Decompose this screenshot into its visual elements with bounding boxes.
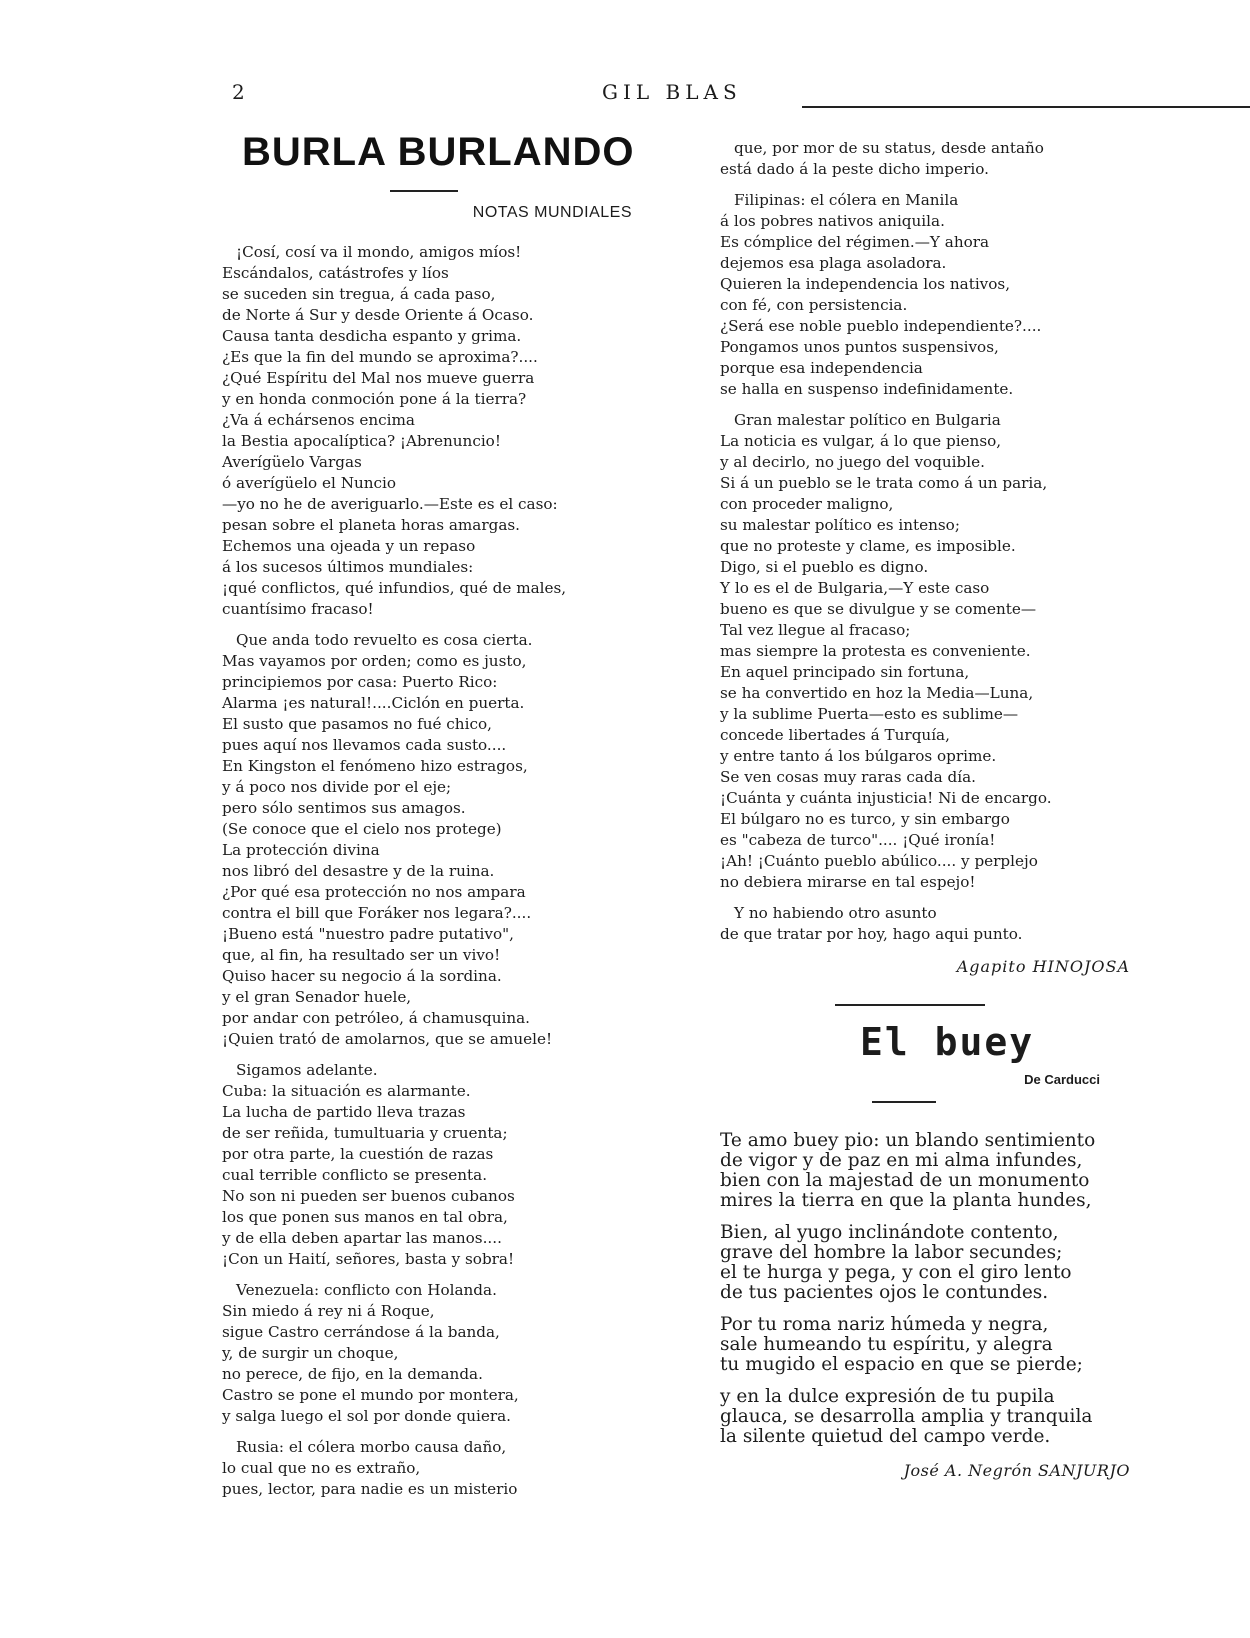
poem-line: mires la tierra en que la planta hundes, [720, 1190, 1092, 1211]
poem-line: glauca, se desarrolla amplia y tranquila [720, 1406, 1093, 1427]
poem-line: Filipinas: el cólera en Manila [734, 191, 959, 209]
poem-line: pesan sobre el planeta horas amargas. [222, 516, 520, 534]
poem-line: pero sólo sentimos sus amagos. [222, 799, 466, 817]
poem-line: el te hurga y pega, y con el giro lento [720, 1262, 1072, 1283]
poem-line: Alarma ¡es natural!....Ciclón en puerta. [222, 694, 525, 712]
poem-line: ¿Qué Espíritu del Mal nos mueve guerra [222, 369, 535, 387]
poem-line: la silente quietud del campo verde. [720, 1426, 1051, 1447]
poem-line: y entre tanto á los búlgaros oprime. [720, 747, 997, 765]
stanza [720, 410, 1130, 893]
poem-line: La lucha de partido lleva trazas [222, 1103, 466, 1121]
poem-line: cuantísimo fracaso! [222, 600, 374, 618]
poem-line: Que anda todo revuelto es cosa cierta. [236, 631, 533, 649]
poem-line: ¿Es que la fin del mundo se aproxima?.... [222, 348, 538, 366]
poem-line: Echemos una ojeada y un repaso [222, 537, 476, 555]
poem-line: ¡Bueno está "nuestro padre putativo", [222, 925, 514, 943]
poem-line: Por tu roma nariz húmeda y negra, [720, 1314, 1049, 1335]
poem-line: Tal vez llegue al fracaso; [720, 621, 911, 639]
sonnet-signature: José A. Negrón SANJURJO [903, 1461, 1130, 1480]
section-rule [835, 1004, 985, 1006]
stanza [720, 1223, 1130, 1303]
poem-line: de que tratar por hoy, hago aqui punto. [720, 925, 1023, 943]
title-rule [390, 190, 458, 192]
poem-byline: De Carducci [1024, 1072, 1100, 1087]
poem-line: Quiso hacer su negocio á la sordina. [222, 967, 502, 985]
poem-line: se ha convertido en hoz la Media—Luna, [720, 684, 1034, 702]
poem-line: se halla en suspenso indefinidamente. [720, 380, 1014, 398]
poem-line: sale humeando tu espíritu, y alegra [720, 1334, 1053, 1355]
poem-line: se suceden sin tregua, á cada paso, [222, 285, 496, 303]
poem-line: ¡Con un Haití, señores, basta y sobra! [222, 1250, 515, 1268]
poem-line: tu mugido el espacio en que se pierde; [720, 1354, 1083, 1375]
poem-line: El búlgaro no es turco, y sin embargo [720, 810, 1010, 828]
poem-line: ¿Va á echársenos encima [222, 411, 415, 429]
poem-line: los que ponen sus manos en tal obra, [222, 1208, 508, 1226]
left-column [222, 128, 642, 1510]
poem-line: Averígüelo Vargas [222, 453, 362, 471]
poem-line: y el gran Senador huele, [222, 988, 412, 1006]
masthead: GIL BLAS [602, 80, 742, 104]
poem-line: La noticia es vulgar, á lo que pienso, [720, 432, 1002, 450]
sonnet [720, 1131, 1130, 1447]
poem-line: Sin miedo á rey ni á Roque, [222, 1302, 435, 1320]
poem-line: con proceder maligno, [720, 495, 894, 513]
poem-line: La protección divina [222, 841, 380, 859]
stanza [720, 1131, 1130, 1211]
poem-line: nos libró del desastre y de la ruina. [222, 862, 495, 880]
poem-line: no debiera mirarse en tal espejo! [720, 873, 976, 891]
poem-line: Sigamos adelante. [236, 1061, 378, 1079]
poem-line: de vigor y de paz en mi alma infundes, [720, 1150, 1083, 1171]
poem-line: porque esa independencia [720, 359, 923, 377]
poem-line: y de ella deben apartar las manos.... [222, 1229, 502, 1247]
poem-line: y la sublime Puerta—esto es sublime— [720, 705, 1019, 723]
poem-line: no perece, de fijo, en la demanda. [222, 1365, 483, 1383]
stanza [720, 190, 1130, 400]
poem-line: ¿Por qué esa protección no nos ampara [222, 883, 526, 901]
poem-line: por otra parte, la cuestión de razas [222, 1145, 494, 1163]
poem-line: Bien, al yugo inclinándote contento, [720, 1222, 1059, 1243]
poem-line: El susto que pasamos no fué chico, [222, 715, 492, 733]
poem-line: Te amo buey pio: un blando sentimiento [720, 1130, 1096, 1151]
poem-line: de tus pacientes ojos le contundes. [720, 1282, 1049, 1303]
poem-line: Castro se pone el mundo por montera, [222, 1386, 519, 1404]
poem-line: Quieren la independencia los nativos, [720, 275, 1011, 293]
stanza [720, 1315, 1130, 1375]
poem-line: mas siempre la protesta es conveniente. [720, 642, 1031, 660]
poem-line: que, por mor de su status, desde antaño [734, 139, 1044, 157]
poem-line: Digo, si el pueblo es digno. [720, 558, 929, 576]
stanza [222, 1437, 642, 1500]
poem-line: En aquel principado sin fortuna, [720, 663, 970, 681]
poem-line: Rusia: el cólera morbo causa daño, [236, 1438, 507, 1456]
poem-line: cual terrible conflicto se presenta. [222, 1166, 488, 1184]
poem-line: ¿Será ese noble pueblo independiente?.... [720, 317, 1042, 335]
poem-line: Se ven cosas muy raras cada día. [720, 768, 976, 786]
poem-line: Es cómplice del régimen.—Y ahora [720, 233, 990, 251]
poem-line: principiemos por casa: Puerto Rico: [222, 673, 498, 691]
poem-line: á los sucesos últimos mundiales: [222, 558, 474, 576]
poem-line: concede libertades á Turquía, [720, 726, 950, 744]
poem-line: que no proteste y clame, es imposible. [720, 537, 1016, 555]
poem-line: ó averígüelo el Nuncio [222, 474, 397, 492]
poem-line: su malestar político es intenso; [720, 516, 960, 534]
poem-line: Si á un pueblo se le trata como á un paria, [720, 474, 1048, 492]
poem-line: que, al fin, ha resultado ser un vivo! [222, 946, 501, 964]
poem-line: Causa tanta desdicha espanto y grima. [222, 327, 522, 345]
poem-line: ¡qué conflictos, qué infundios, qué de males, [222, 579, 567, 597]
article-subtitle: NOTAS MUNDIALES [472, 204, 632, 221]
poem-line: de ser reñida, tumultuaria y cruenta; [222, 1124, 508, 1142]
signature: Agapito HINOJOSA [956, 957, 1130, 976]
stanza [222, 1060, 642, 1270]
poem-line: con fé, con persistencia. [720, 296, 908, 314]
poem-line: grave del hombre la labor secundes; [720, 1242, 1063, 1263]
poem-line: En Kingston el fenómeno hizo estragos, [222, 757, 528, 775]
stanza [720, 903, 1130, 945]
page-number: 2 [232, 80, 245, 104]
poem-line: Venezuela: conflicto con Holanda. [236, 1281, 497, 1299]
poem-right-column [720, 138, 1130, 945]
poem-line: está dado á la peste dicho imperio. [720, 160, 989, 178]
article-title: BURLA BURLANDO [242, 130, 635, 174]
poem-title: El buey [860, 1020, 1035, 1064]
stanza [720, 1387, 1130, 1447]
stanza [222, 242, 642, 620]
poem-line: pues, lector, para nadie es un misterio [222, 1480, 518, 1498]
poem-line: (Se conoce que el cielo nos protege) [222, 820, 502, 838]
poem-line: ¡Cuánta y cuánta injusticia! Ni de encargo. [720, 789, 1052, 807]
poem-line: Escándalos, catástrofes y líos [222, 264, 449, 282]
stanza [720, 138, 1130, 180]
poem-line: sigue Castro cerrándose á la banda, [222, 1323, 500, 1341]
poem-line: y á poco nos divide por el eje; [222, 778, 452, 796]
poem-line: y salga luego el sol por donde quiera. [222, 1407, 511, 1425]
poem-line: Y no habiendo otro asunto [734, 904, 937, 922]
page-header [232, 80, 1162, 112]
poem-line: dejemos esa plaga asoladora. [720, 254, 947, 272]
stanza [222, 630, 642, 1050]
poem-line: Mas vayamos por orden; como es justo, [222, 652, 527, 670]
poem-line: de Norte á Sur y desde Oriente á Ocaso. [222, 306, 534, 324]
header-rule [802, 106, 1250, 108]
poem-line: y en honda conmoción pone á la tierra? [222, 390, 527, 408]
poem-line: —yo no he de averiguarlo.—Este es el caso: [222, 495, 558, 513]
poem-left-column [222, 242, 642, 1500]
poem-line: Cuba: la situación es alarmante. [222, 1082, 471, 1100]
poem-line: pues aquí nos llevamos cada susto.... [222, 736, 507, 754]
poem-line: es "cabeza de turco".... ¡Qué ironía! [720, 831, 996, 849]
poem-line: lo cual que no es extraño, [222, 1459, 421, 1477]
poem-line: contra el bill que Foráker nos legara?.... [222, 904, 532, 922]
poem-line: ¡Ah! ¡Cuánto pueblo abúlico.... y perplejo [720, 852, 1038, 870]
poem-line: y al decirlo, no juego del voquible. [720, 453, 985, 471]
poem-line: por andar con petróleo, á chamusquina. [222, 1009, 530, 1027]
poem-line: ¡Quien trató de amolarnos, que se amuele! [222, 1030, 553, 1048]
poem-line: á los pobres nativos aniquila. [720, 212, 945, 230]
poem-line: y, de surgir un choque, [222, 1344, 399, 1362]
stanza [222, 1280, 642, 1427]
poem-line: No son ni pueden ser buenos cubanos [222, 1187, 515, 1205]
right-column [720, 138, 1130, 1480]
poem-line: Gran malestar político en Bulgaria [734, 411, 1001, 429]
poem-line: la Bestia apocalíptica? ¡Abrenuncio! [222, 432, 501, 450]
poem-line: bueno es que se divulgue y se comente— [720, 600, 1037, 618]
poem-line: Y lo es el de Bulgaria,—Y este caso [720, 579, 990, 597]
poem-line: y en la dulce expresión de tu pupila [720, 1386, 1055, 1407]
poem-line: Pongamos unos puntos suspensivos, [720, 338, 999, 356]
poem-line: bien con la majestad de un monumento [720, 1170, 1090, 1191]
poem-line: ¡Cosí, cosí va il mondo, amigos míos! [236, 243, 522, 261]
poem-title-rule [872, 1101, 936, 1103]
